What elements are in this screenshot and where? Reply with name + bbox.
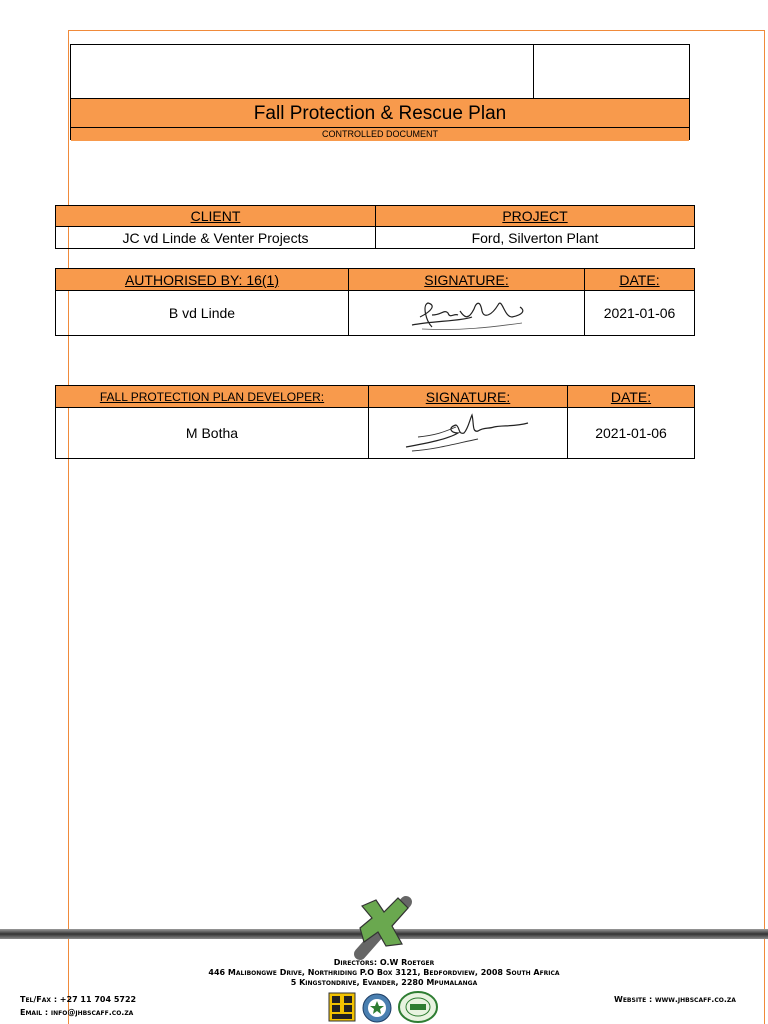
footer-telfax: Tel/Fax : +27 11 704 5722 <box>20 995 137 1004</box>
company-logo-icon <box>350 892 416 964</box>
authorised-name: B vd Linde <box>56 291 349 336</box>
page-frame <box>68 30 765 1024</box>
association-seal-icon <box>398 991 438 1023</box>
authorised-signature-cell <box>349 291 585 336</box>
header-reference-area <box>534 45 689 98</box>
document-header <box>70 44 690 140</box>
client-value: JC vd Linde & Venter Projects <box>56 227 376 249</box>
safety-seal-icon <box>362 993 392 1023</box>
document-title: Fall Protection & Rescue Plan <box>253 103 507 124</box>
footer-address-1: 446 Malibongwe Drive, Northriding P.O Box 3121, Bedfordview, 2008 South Africa <box>208 968 560 977</box>
document-subtitle: CONTROLLED DOCUMENT <box>321 129 438 139</box>
title-band <box>71 98 689 141</box>
header-logo-area <box>71 45 534 98</box>
developer-date: 2021-01-06 <box>568 408 695 459</box>
footer-email: Email : info@jhbscaff.co.za <box>20 1008 134 1017</box>
developer-name: M Botha <box>56 408 369 459</box>
footer-directors: Directors: O.W Roetger <box>333 958 435 967</box>
footer-address-2: 5 Kingstondrive, Evander, 2280 Mpumalanga <box>290 978 478 987</box>
authorised-signature-image <box>402 291 532 335</box>
footer-website: Website : www.jhbscaff.co.za <box>614 995 736 1004</box>
accreditation-badge-icon <box>328 992 356 1022</box>
authorised-date-header: DATE: <box>585 269 695 291</box>
developer-signature-cell <box>369 408 568 459</box>
developer-date-header: DATE: <box>568 386 695 408</box>
authorised-by-header: AUTHORISED BY: 16(1) <box>56 269 349 291</box>
authorised-signature-header: SIGNATURE: <box>349 269 585 291</box>
client-header: CLIENT <box>56 206 376 227</box>
project-value: Ford, Silverton Plant <box>376 227 695 249</box>
developer-signature-image <box>398 409 538 457</box>
developer-header: FALL PROTECTION PLAN DEVELOPER: <box>56 386 369 408</box>
developer-signature-header: SIGNATURE: <box>369 386 568 408</box>
authorisation-table <box>55 268 695 336</box>
project-header: PROJECT <box>376 206 695 227</box>
developer-table <box>55 385 695 459</box>
client-project-table <box>55 205 695 249</box>
authorised-date: 2021-01-06 <box>585 291 695 336</box>
title-divider <box>71 127 689 128</box>
